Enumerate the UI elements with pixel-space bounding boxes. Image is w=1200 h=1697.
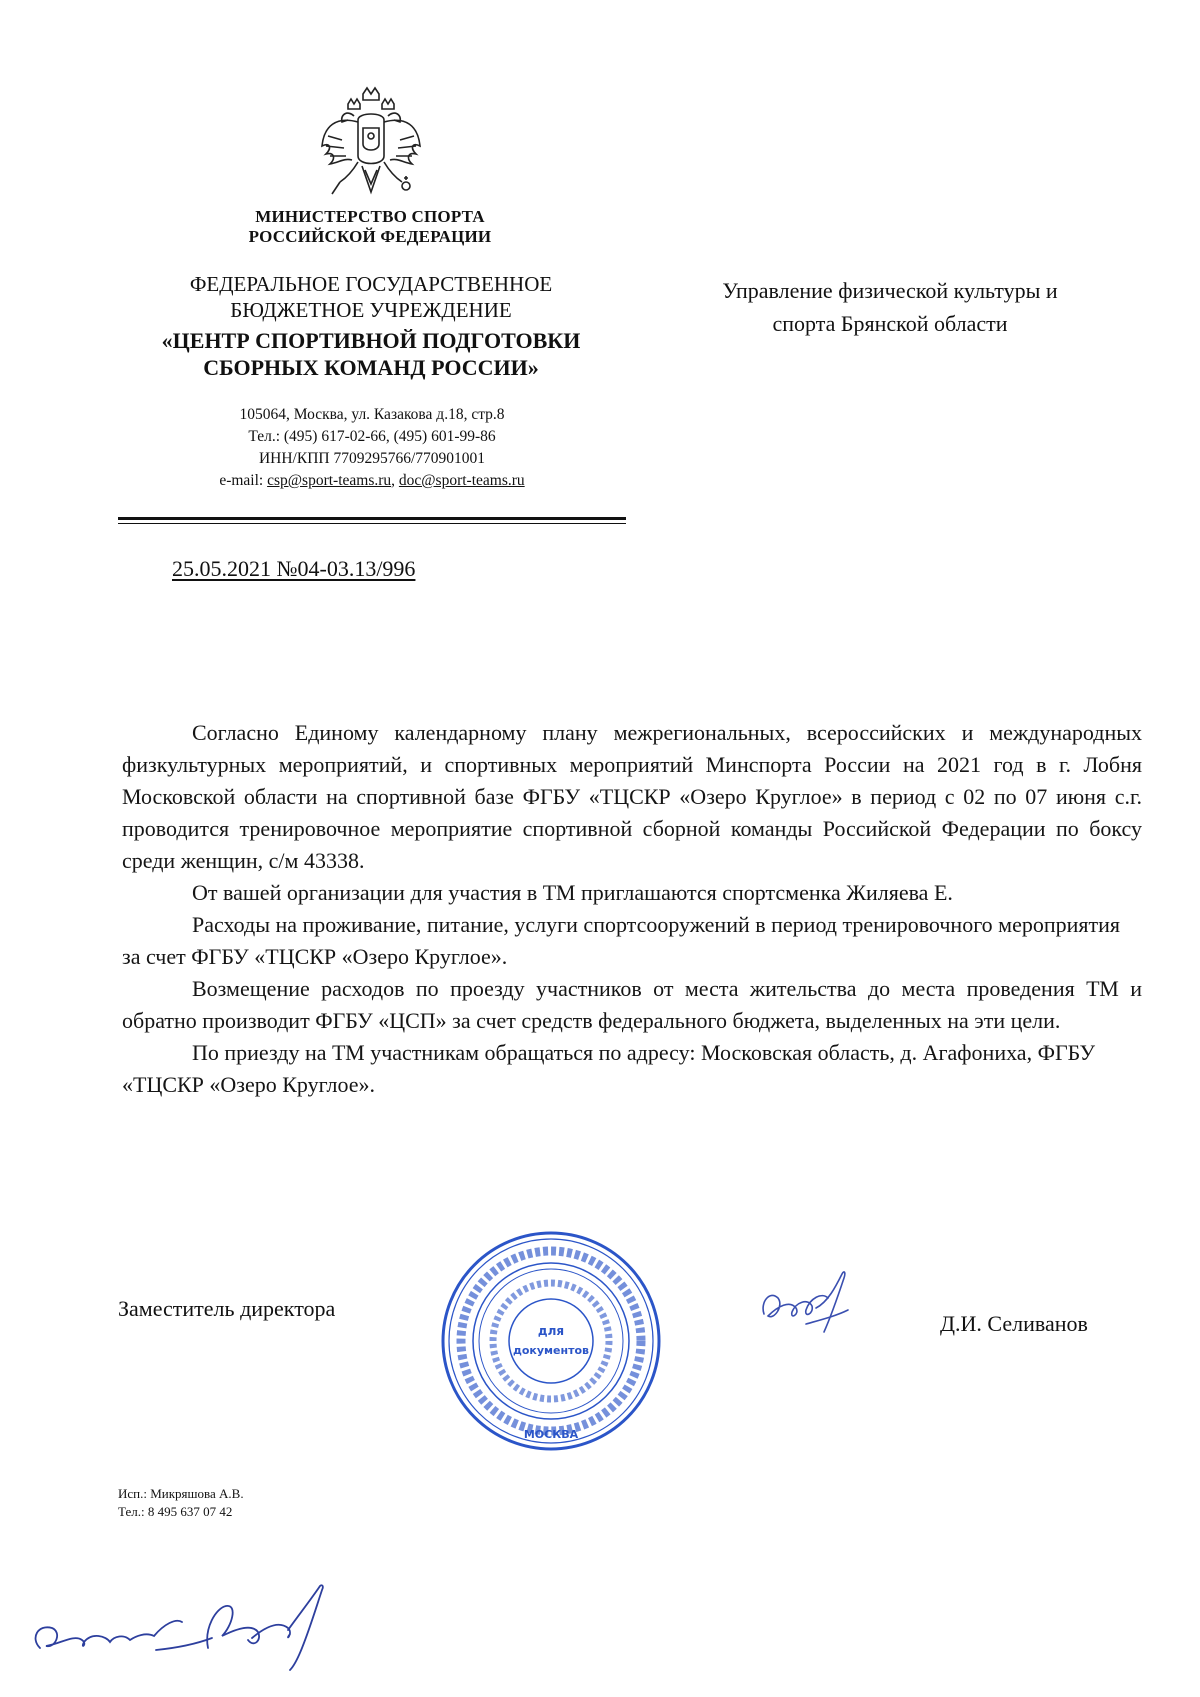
- addressee: [660, 274, 1120, 340]
- email-line: [160, 470, 584, 492]
- executor-phone: Тел.: 8 495 637 07 42: [118, 1504, 233, 1519]
- institution-name-line-2: СБОРНЫХ КОМАНД РОССИИ»: [203, 355, 539, 380]
- coat-of-arms-icon: [318, 86, 424, 202]
- stamp-center-top: для: [537, 1324, 565, 1338]
- official-stamp: [436, 1226, 666, 1456]
- stamp-center-bottom: документов: [512, 1344, 590, 1357]
- tax-ids: ИНН/КПП 7709295766/770901001: [258, 450, 486, 467]
- postal-address: 105064, Москва, ул. Казакова д.18, стр.8: [239, 406, 505, 423]
- email-separator: ,: [391, 472, 399, 489]
- executor-name: Исп.: Микряшова А.В.: [118, 1486, 244, 1501]
- ministry-name: [200, 207, 540, 247]
- addressee-line-2: спорта Брянской области: [772, 311, 1008, 336]
- email-label: e-mail:: [219, 472, 268, 489]
- institution-type: [128, 271, 614, 323]
- institution-type-line-2: БЮДЖЕТНОЕ УЧРЕЖДЕНИЕ: [230, 298, 512, 322]
- institution-name: [128, 327, 614, 381]
- director-signature: [756, 1262, 868, 1344]
- paragraph-3: Расходы на проживание, питание, услуги спортсооружений в период тренировочного мероприятия за счет ФГБУ «ТЦСКР «Озеро Круглое».: [122, 912, 1121, 969]
- paragraph-4: Возмещение расходов по проезду участников от места жительства до места проведения ТМ и обратно производит ФГБУ «ЦСП» за счет средств федерального бюджета, выделенных на эти цели.: [122, 976, 1142, 1033]
- registration-date-number: 25.05.2021 №04-03.13/996: [172, 556, 416, 581]
- institution-type-line-1: ФЕДЕРАЛЬНОЕ ГОСУДАРСТВЕННОЕ: [189, 272, 553, 296]
- phone-numbers: Тел.: (495) 617-02-66, (495) 601-99-86: [248, 428, 496, 445]
- letterhead-rule-thick: [118, 517, 626, 520]
- paragraph-1: Согласно Единому календарному плану межрегиональных, всероссийских и международных физкультурных мероприятий, и спортивных мероприятий Минспорта России на 2021 год в г. Лобня Московской области на спортивной базе ФГБУ «ТЦСКР «Озеро Круглое» в период с 02 по 07 июня с.г. проводится тренировочное мероприятие спортивной сборной команды Российской Федерации по боксу среди женщин, с/м 43338.: [122, 720, 1142, 873]
- letterhead-rule-thin: [118, 523, 626, 524]
- ministry-line-1: МИНИСТЕРСТВО СПОРТА: [255, 207, 485, 226]
- letter-body: [122, 717, 1142, 1101]
- paragraph-2: От вашей организации для участия в ТМ приглашаются спортсменка Жиляева Е.: [192, 880, 953, 905]
- signatory-title: Заместитель директора: [118, 1296, 336, 1321]
- stamp-bottom: МОСКВА: [523, 1428, 579, 1441]
- signatory-name: Д.И. Селиванов: [940, 1311, 1088, 1336]
- handwritten-signature: [26, 1578, 356, 1673]
- addressee-line-1: Управление физической культуры и: [722, 278, 1058, 303]
- email-link-csp[interactable]: csp@sport-teams.ru: [267, 472, 392, 489]
- email-link-doc[interactable]: doc@sport-teams.ru: [398, 472, 525, 489]
- executor-info: [118, 1485, 244, 1521]
- contact-block: [160, 404, 584, 492]
- institution-name-line-1: «ЦЕНТР СПОРТИВНОЙ ПОДГОТОВКИ: [161, 328, 581, 353]
- ministry-line-2: РОССИЙСКОЙ ФЕДЕРАЦИИ: [248, 227, 492, 246]
- paragraph-5: По приезду на ТМ участникам обращаться по адресу: Московская область, д. Агафониха, ФГБУ «ТЦСКР «Озеро Круглое».: [122, 1040, 1096, 1097]
